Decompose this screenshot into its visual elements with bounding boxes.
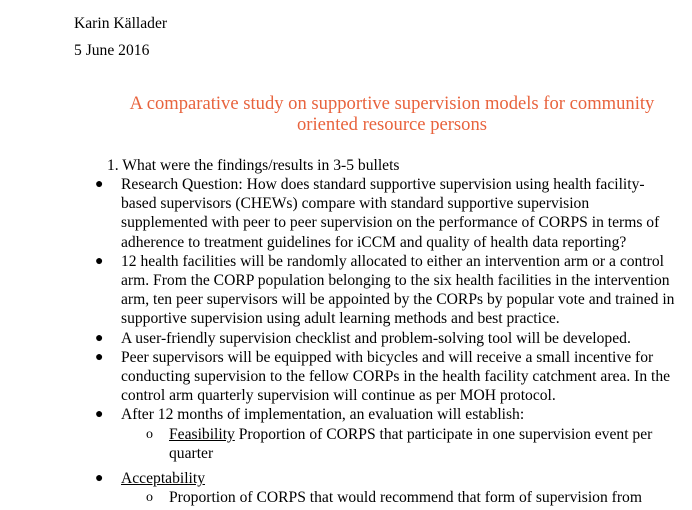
bullet-text: Peer supervisors will be equipped with bicycles and will receive a small incentive for conducting supervision to the fellow CORPs in the health facility catchment area. In the control arm quarterly supervision will continue as per MOH protocol. [121, 348, 671, 405]
sub-bullet-icon: o [146, 490, 153, 506]
author-name: Karin Källader [74, 15, 168, 32]
feasibility-text: Proportion of CORPS that participate in one supervision event per quarter [169, 425, 653, 462]
sub-bullet-icon: o [146, 426, 153, 442]
bullet-icon: ● [95, 407, 104, 423]
bullet-text: 12 health facilities will be randomly allocated to either an intervention arm or a control arm. From the CORP population belonging to the six health facilities in the intervention arm, ten peer supervisors will be appointed by the CORPs by popular vote and trained in supportive supervision using adult learning methods and best practice. [121, 252, 675, 328]
bullet-icon: ● [95, 349, 104, 365]
bullet-item-acceptability [0, 469, 692, 488]
acceptability-term: Acceptability [121, 470, 205, 488]
bullet-item-peer-supervisors [0, 348, 692, 406]
bullet-icon: ● [95, 471, 104, 487]
bullet-text: After 12 months of implementation, an evaluation will establish: [121, 406, 525, 424]
numbered-question: 1. What were the findings/results in 3-5 bullets [107, 157, 400, 174]
title-line-1: A comparative study on supportive supervision models for community [129, 93, 655, 114]
bullet-item-allocation [0, 252, 692, 329]
bullet-icon: ● [95, 253, 104, 269]
document-date: 5 June 2016 [74, 42, 150, 59]
sub-item-acceptability-recommend [0, 488, 692, 507]
bullet-item-research-question [0, 175, 692, 252]
sub-item-feasibility [0, 425, 692, 463]
title-line-2: oriented resource persons [297, 114, 487, 135]
bullet-icon: ● [95, 330, 104, 346]
bullet-item-checklist [0, 329, 692, 348]
bullet-item-evaluation [0, 405, 692, 424]
findings-list [0, 175, 692, 507]
bullet-text: Research Question: How does standard supportive supervision using health facility-based supervisors (CHEWs) compare with standard supportive supervision supplemented with peer to peer supervision on the performance of CORPS in terms of adherence to treatment guidelines for iCCM and quality of health data reporting? [121, 176, 660, 251]
bullet-text: A user-friendly supervision checklist and problem-solving tool will be developed. [121, 329, 631, 347]
bullet-icon: ● [95, 177, 104, 192]
feasibility-term: Feasibility [169, 425, 235, 443]
document-title [100, 93, 684, 135]
acceptability-sub-text: Proportion of CORPS that would recommend that form of supervision from [169, 489, 642, 507]
